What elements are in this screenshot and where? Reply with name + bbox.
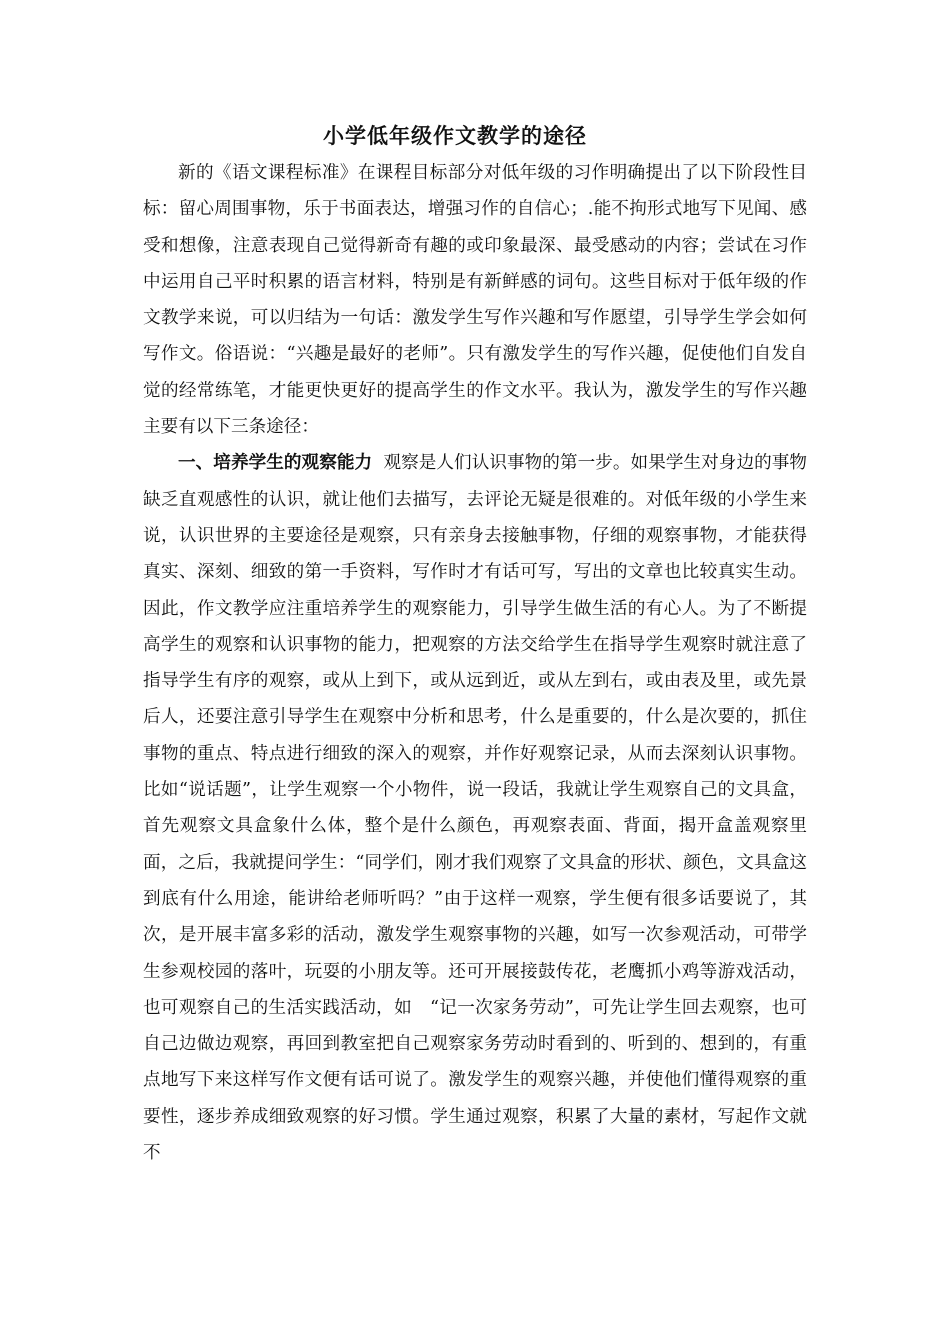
section-1-heading: 一、培养学生的观察能力 bbox=[178, 452, 373, 474]
document-body bbox=[143, 155, 807, 1171]
document-title: 小学低年级作文教学的途径 bbox=[323, 123, 587, 148]
section-1-paragraph bbox=[143, 445, 807, 1171]
section-1-text: 观察是人们认识事物的第一步。如果学生对身边的事物缺乏直观感性的认识，就让他们去描写，去评论无疑是很难的。对低年级的小学生来说，认识世界的主要途径是观察，只有亲身去接触事物，仔细的观察事物，才能获得真实、深刻、细致的第一手资料，写作时才有话可写，写出的文章也比较真实生动。因此，作文教学应注重培养学生的观察能力，引导学生做生活的有心人。为了不断提高学生的观察和认识事物的能力，把观察的方法交给学生在指导学生观察时就注意了指导学生有序的观察，或从上到下，或从远到近，或从左到右，或由表及里，或先景后人，还要注意引导学生在观察中分析和思考，什么是重要的，什么是次要的，抓住事物的重点、特点进行细致的深入的观察，并作好观察记录，从而去深刻认识事物。比如“说话题”，让学生观察一个小物件，说一段话，我就让学生观察自己的文具盒，首先观察文具盒象什么体，整个是什么颜色，再观察表面、背面，揭开盒盖观察里面，之后，我就提问学生：“同学们，刚才我们观察了文具盒的形状、颜色，文具盒这到底有什么用途，能讲给老师听吗？”由于这样一观察，学生便有很多话要说了，其次，是开展丰富多彩的活动，激发学生观察事物的兴趣，如写一次参观活动，可带学生参观校园的落叶，玩耍的小朋友等。还可开展接鼓传花，老鹰抓小鸡等游戏活动，也可观察自己的生活实践活动，如 “记一次家务劳动”，可先让学生回去观察，也可自己边做边观察，再回到教室把自己观察家务劳动时看到的、听到的、想到的，有重点地写下来这样写作文便有话可说了。激发学生的观察兴趣，并使他们懂得观察的重要性，逐步养成细致观察的好习惯。学生通过观察，积累了大量的素材，写起作文就不 bbox=[143, 453, 807, 1164]
intro-paragraph: 新的《语文课程标准》在课程目标部分对低年级的习作明确提出了以下阶段性目标：留心周围事物，乐于书面表达，增强习作的自信心；.能不拘形式地写下见闻、感受和想像，注意表现自己觉得新奇有趣的或印象最深、最受感动的内容；尝试在习作中运用自己平时积累的语言材料，特别是有新鲜感的词句。这些目标对于低年级的作文教学来说，可以归结为一句话：激发学生写作兴趣和写作愿望，引导学生学会如何写作文。俗语说：“兴趣是最好的老师”。只有激发学生的写作兴趣，促使他们自发自觉的经常练笔，才能更快更好的提高学生的作文水平。我认为，激发学生的写作兴趣主要有以下三条途径： bbox=[143, 163, 807, 438]
